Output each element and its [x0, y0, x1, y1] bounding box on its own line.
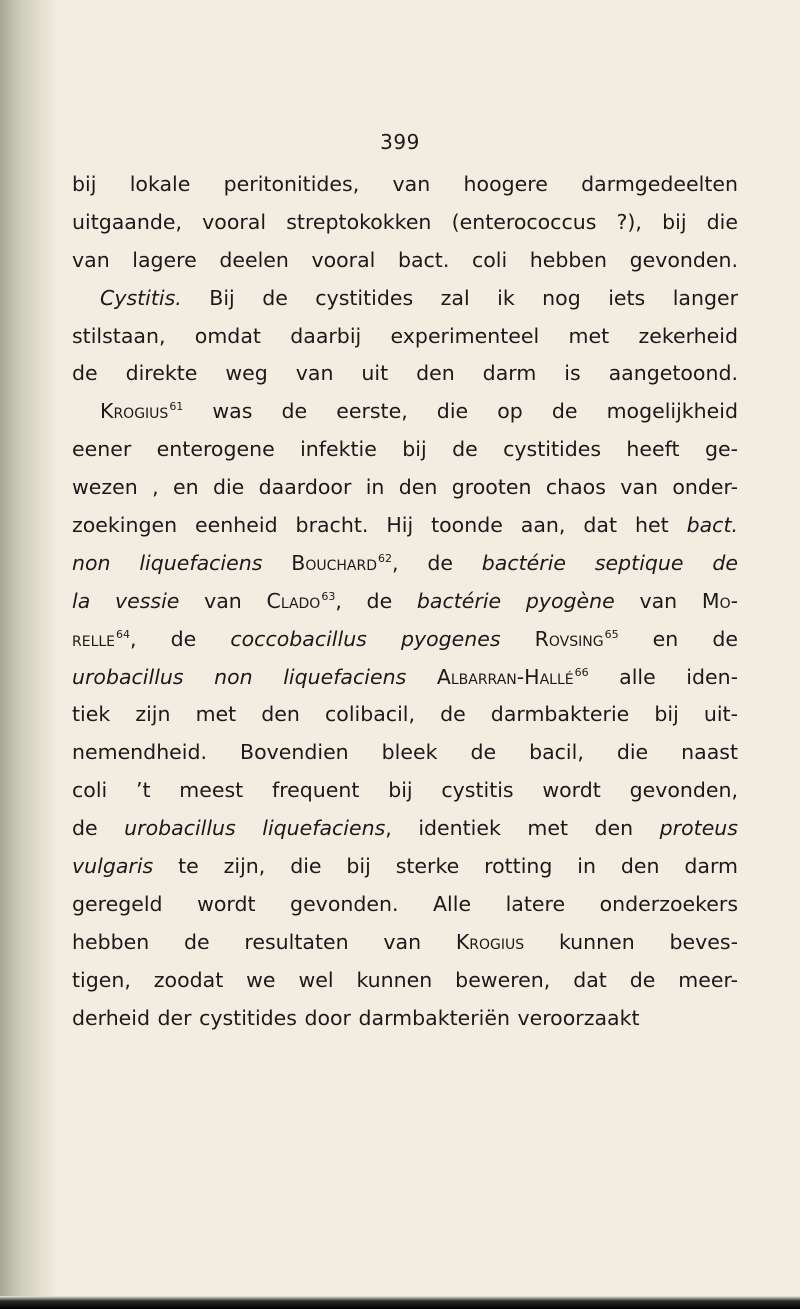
text-line [72, 469, 738, 507]
body-text [72, 166, 738, 1037]
text-segment: tigen, zoodat we wel kunnen beweren, dat de meer- [72, 967, 738, 992]
text-segment: van [614, 588, 702, 613]
italic-text: bactérie septique de [481, 550, 738, 575]
page-number: 399 [380, 130, 420, 154]
text-segment [406, 665, 437, 689]
text-line [72, 659, 738, 697]
footnote-reference: 64 [116, 627, 131, 641]
author-name: Clado [266, 588, 321, 613]
text-segment: derheid der cystitides door darmbakteriën veroorzaakt [72, 1005, 640, 1030]
text-segment: , de [335, 588, 417, 613]
text-segment: van [179, 588, 267, 613]
footnote-reference: 65 [604, 627, 619, 641]
footnote-reference: 63 [321, 589, 336, 603]
italic-text: urobacillus liquefaciens [124, 816, 386, 841]
italic-text: urobacillus non liquefaciens [72, 664, 407, 689]
italic-text: la vessie [72, 588, 180, 613]
text-line [72, 318, 738, 356]
italic-text: bact. [686, 513, 738, 538]
text-line [72, 583, 738, 621]
text-line [72, 507, 738, 545]
page-edge-shadow [0, 0, 58, 1309]
text-segment: van lagere deelen vooral bact. coli hebben gevonden. [72, 247, 738, 272]
text-line [72, 848, 738, 886]
author-name: relle [72, 626, 116, 651]
author-name: Krogius [100, 399, 169, 424]
text-line [72, 1000, 738, 1038]
italic-text: bactérie pyogène [416, 588, 615, 613]
text-segment: , identiek met den [385, 816, 660, 841]
italic-text: non liquefaciens [72, 550, 263, 575]
text-line [72, 431, 738, 469]
bottom-scan-edge [0, 1296, 800, 1309]
text-line [72, 734, 738, 772]
footnote-reference: 62 [377, 551, 392, 565]
text-segment: de [72, 816, 125, 841]
text-line [72, 545, 738, 583]
text-line [72, 204, 738, 242]
text-line [72, 962, 738, 1000]
text-line [72, 696, 738, 734]
text-line [72, 280, 738, 318]
text-line [72, 355, 738, 393]
text-line [72, 393, 738, 431]
text-segment [262, 551, 291, 575]
text-line [72, 886, 738, 924]
footnote-reference: 61 [169, 400, 184, 414]
italic-text: coccobacillus pyogenes [230, 626, 501, 651]
text-line [72, 621, 738, 659]
text-segment: zoekingen eenheid bracht. Hij toonde aan, dat het [72, 513, 687, 538]
italic-text: Cystitis. [100, 285, 182, 310]
text-segment: hebben de resultaten van [72, 929, 456, 954]
text-segment [501, 627, 535, 651]
author-name: Bouchard [291, 550, 377, 575]
text-line [72, 810, 738, 848]
italic-text: proteus [659, 816, 738, 841]
text-segment: en de [618, 626, 738, 651]
text-line [72, 166, 738, 204]
text-segment: te zijn, die bij sterke rotting in den darm [153, 854, 738, 879]
author-name: Albarran-Hallé [436, 664, 574, 689]
text-segment: eener enterogene infektie bij de cystitides heeft ge- [72, 437, 738, 462]
text-segment: coli ’t meest frequent bij cystitis wordt gevonden, [72, 778, 738, 803]
text-line [72, 772, 738, 810]
author-name: Rovsing [534, 626, 604, 651]
text-segment: bij lokale peritonitides, van hoogere darmgedeelten [72, 172, 738, 196]
footnote-reference: 66 [574, 665, 589, 679]
text-line [72, 242, 738, 280]
text-segment: tiek zijn met den colibacil, de darmbakterie bij uit- [72, 702, 738, 727]
author-name: Krogius [455, 929, 525, 954]
text-segment: uitgaande, vooral streptokokken (enterococcus ?), bij die [72, 209, 738, 234]
text-segment: , de [391, 550, 482, 575]
author-name: Mo- [701, 588, 739, 613]
text-segment: kunnen beves- [524, 929, 738, 954]
text-segment: , de [130, 626, 231, 651]
text-segment: alle iden- [588, 664, 738, 689]
text-line [72, 924, 738, 962]
text-segment: de direkte weg van uit den darm is aangetoond. [72, 361, 738, 386]
text-segment: Bij de cystitides zal ik nog iets langer [181, 285, 738, 310]
text-segment: was de eerste, die op de mogelijkheid [183, 399, 738, 424]
text-segment: nemendheid. Bovendien bleek de bacil, die naast [72, 740, 738, 765]
italic-text: vulgaris [72, 854, 154, 879]
text-segment: wezen , en die daardoor in den grooten chaos van onder- [72, 475, 738, 500]
text-segment: geregeld wordt gevonden. Alle latere onderzoekers [72, 891, 738, 916]
text-segment: stilstaan, omdat daarbij experimenteel met zekerheid [72, 323, 738, 348]
